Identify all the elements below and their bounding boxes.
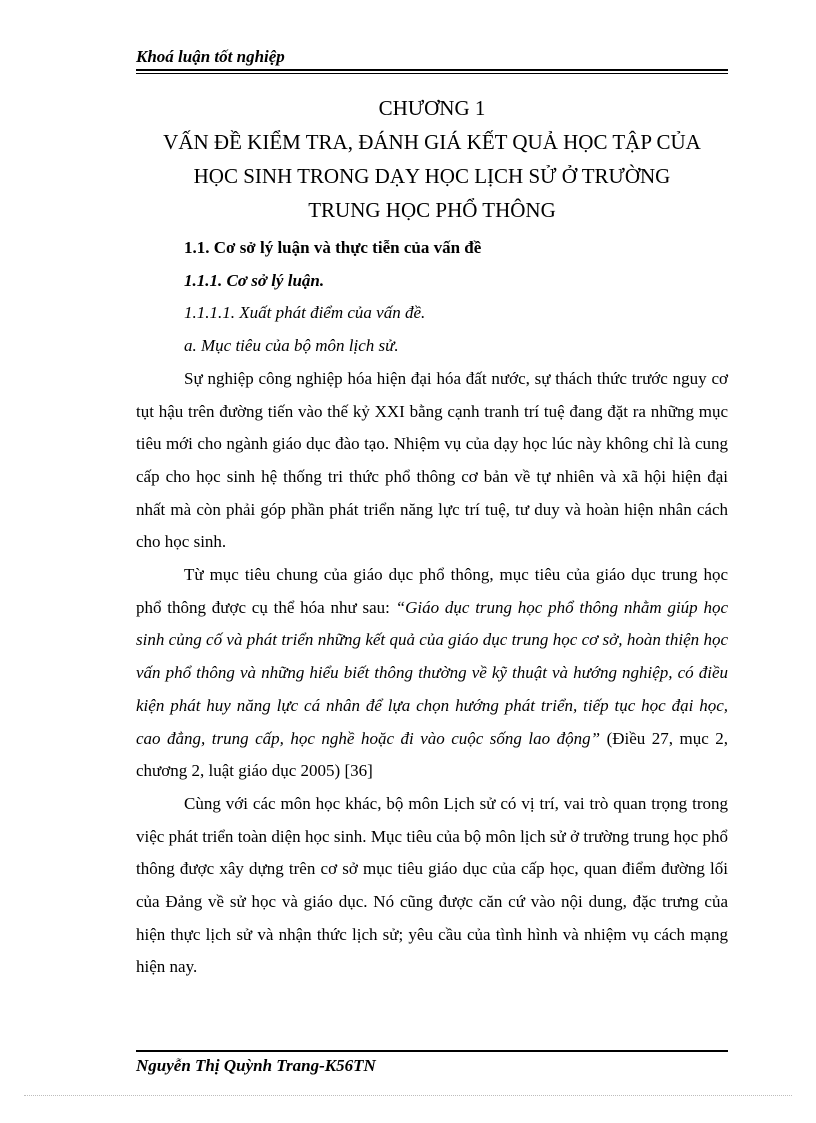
section-heading-1-1-1: 1.1.1. Cơ sở lý luận. [184,270,325,290]
paragraph-2-source: (Điều 27, mục 2, chương 2, luật giáo dục 2005) [36] [136,728,729,781]
header-rule-bottom [136,73,728,74]
footer-author: Nguyễn Thị Quỳnh Trang-K56TN [136,1056,376,1075]
paragraph-1: Sự nghiệp công nghiệp hóa hiện đại hóa đất nước, sự thách thức trước nguy cơ tụt hậu trên đường tiến vào thế kỷ XXI bằng cạnh tranh trí tuệ đang đặt ra những mục tiêu mới cho ngành giáo dục đào tạo. Nhiệm vụ của dạy học lúc này không chỉ là cung cấp cho học sinh hệ thống tri thức phổ thông cơ bản về tự nhiên và xã hội hiện đại nhất mà còn phải góp phần phát triển năng lực trí tuệ, tư duy và hoàn hiện nhân cách cho học sinh. [136,368,728,552]
section-heading-1-1: 1.1. Cơ sở lý luận và thực tiễn của vấn đề [184,238,482,257]
chapter-title-line-3: TRUNG HỌC PHỔ THÔNG [308,198,556,222]
paragraph-2-quote: “Giáo dục trung học phổ thông nhằm giúp học sinh củng cố và phát triển những kết quả của giáo dục trung học cơ sở, hoàn thiện học vấn phổ thông và những hiểu biết thông thường về kỹ thuật và hướng nghiệp, có điều kiện phát huy năng lực cá nhân để lựa chọn hướng phát triển, tiếp tục học đại học, cao đẳng, trung cấp, học nghề hoặc đi vào cuộc sống lao động” [136,597,728,748]
chapter-title-line-2: HỌC SINH TRONG DẠY HỌC LỊCH SỬ Ở TRƯỜNG [193,164,671,188]
header-rule-top [136,69,728,71]
paragraph-2 [136,559,728,788]
footer-rule [136,1050,728,1052]
chapter-heading [136,91,728,227]
body-content [136,232,728,984]
page-edge-dotted-line [24,1095,792,1096]
paragraph-3: Cùng với các môn học khác, bộ môn Lịch sử có vị trí, vai trò quan trọng trong việc phát triển toàn diện học sinh. Mục tiêu của bộ môn lịch sử ở trường trung học phổ thông được xây dựng trên cơ sở mục tiêu giáo dục của cấp học, quan điểm đường lối của Đảng về sử học và giáo dục. Nó cũng được căn cứ vào nội dung, đặc trưng của hiện thực lịch sử và nhận thức lịch sử; yêu cầu của tình hình và nhiệm vụ cách mạng hiện nay. [136,793,728,977]
chapter-number: CHƯƠNG 1 [378,96,486,120]
header-title: Khoá luận tốt nghiệp [136,47,285,66]
subsection-heading-a: a. Mục tiêu của bộ môn lịch sử. [184,336,399,356]
section-heading-1-1-1-1: 1.1.1.1. Xuất phát điểm của vấn đề. [184,303,426,323]
paragraph-2-intro: Từ mục tiêu chung của giáo dục phổ thông, mục tiêu của giáo dục trung học phổ thông được cụ thể hóa như sau: [136,565,728,617]
chapter-title-line-1: VẤN ĐỀ KIỂM TRA, ĐÁNH GIÁ KẾT QUẢ HỌC TẬP CỦA [163,130,701,154]
